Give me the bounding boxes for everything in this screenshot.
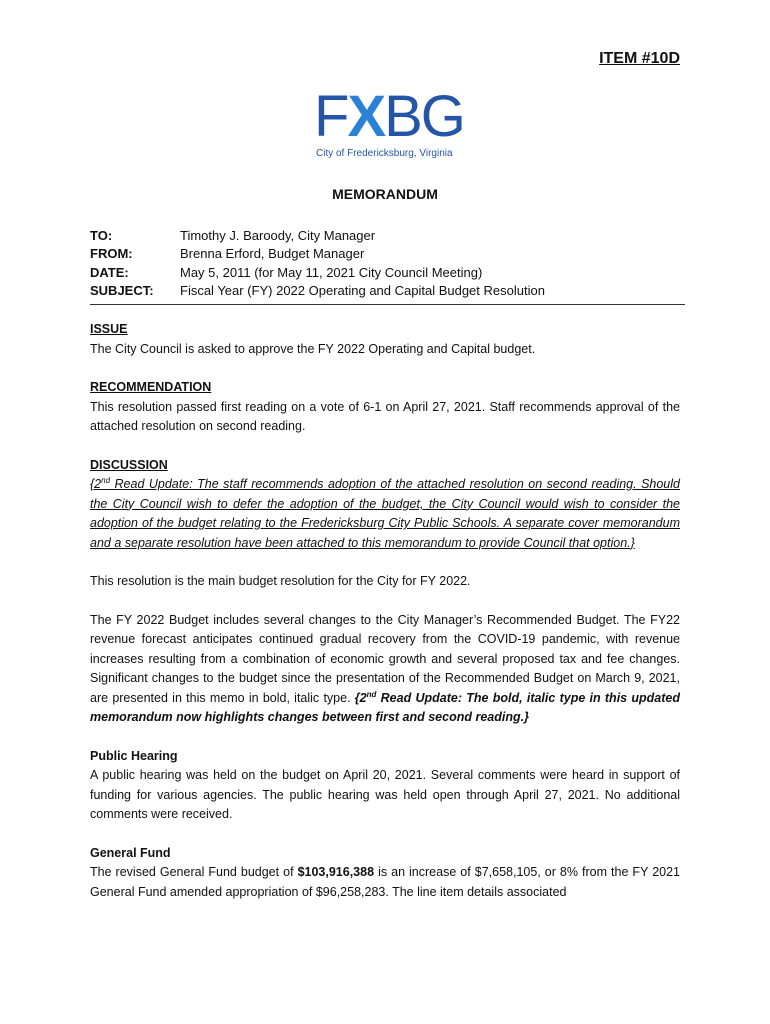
recommendation-text: This resolution passed first reading on a vote of 6-1 on April 27, 2021. Staff recommends approval of the attached resolution on second reading. (90, 399, 680, 433)
header-value: Timothy J. Baroody, City Manager (180, 227, 376, 243)
city-logo (314, 84, 464, 160)
discussion-heading: DISCUSSION (90, 457, 168, 472)
memo-title: MEMORANDUM (332, 186, 438, 202)
update-note-text: Read Update: The staff recommends adoption of the attached resolution on second reading. Should the City Council wish to defer the adoption of the budget, the City Council would wish to consider the adoption of the budget relating to the Fredericksburg City Public Schools. A separate cover memorandum and a separate resolution have been attached to this memorandum to provide Council that option.} (90, 477, 680, 550)
general-fund-amount: $103,916,388 (297, 865, 375, 879)
public-hearing-heading: Public Hearing (90, 748, 178, 763)
issue-text: The City Council is asked to approve the FY 2022 Operating and Capital budget. (90, 341, 536, 356)
public-hearing-text: A public hearing was held on the budget on April 20, 2021. Several comments were heard in support of funding for various agencies. The public hearing was held open through April 27, 2021. No additional comments were received. (90, 768, 680, 821)
update-note-sup: nd (101, 475, 111, 485)
second-read-update-note (90, 475, 680, 553)
general-fund-text (90, 863, 680, 902)
header-label: TO: (90, 227, 113, 243)
header-row-to (90, 226, 685, 245)
para2-update-sup: nd (366, 689, 377, 699)
memo-body (90, 320, 680, 902)
header-row-date (90, 263, 685, 282)
logo-letter-x: X (347, 84, 385, 149)
item-number: ITEM #10D (599, 50, 680, 67)
para2-update-open: {2 (354, 690, 367, 705)
logo-letters-bg: BG (384, 84, 464, 149)
header-row-from (90, 245, 685, 264)
header-value: Brenna Erford, Budget Manager (180, 246, 365, 262)
header-row-subject (90, 282, 685, 301)
para2-text: The FY 2022 Budget includes several changes to the City Manager’s Recommended Budget. The FY22 revenue forecast anticipates continued gradual recovery from the COVID-19 pandemic, with revenue increases resulting from a combination of economic growth and several proposed tax and fee changes. Significant changes to the budget since the presentation of the Recommended Budget on March 9, 2021, are presented in this memo in bold, italic type. (90, 612, 680, 705)
header-label: FROM: (90, 246, 133, 262)
logo-letters (314, 84, 464, 149)
logo-letter-f: F (314, 84, 348, 149)
header-label: DATE: (90, 264, 129, 280)
header-value: May 5, 2011 (for May 11, 2021 City Council Meeting) (180, 264, 483, 280)
logo-caption: City of Fredericksburg, Virginia (316, 148, 453, 159)
discussion-para-1: This resolution is the main budget resolution for the City for FY 2022. (90, 574, 471, 588)
general-fund-text-after: is an increase of $7,658,105, or 8% from the FY 2021 General Fund amended appropriation of $96,258,283. The line item details associated (90, 865, 681, 899)
header-value: Fiscal Year (FY) 2022 Operating and Capital Budget Resolution (180, 283, 545, 299)
update-note-open: {2 (90, 477, 102, 491)
header-label: SUBJECT: (90, 283, 154, 299)
recommendation-heading: RECOMMENDATION (90, 380, 212, 394)
memo-header (90, 226, 685, 305)
para2-update-text: Read Update: The bold, italic type in this updated memorandum now highlights changes between first and second reading.} (90, 690, 680, 724)
general-fund-heading: General Fund (90, 845, 171, 860)
discussion-para-2 (90, 611, 680, 728)
issue-heading: ISSUE (90, 322, 128, 336)
general-fund-text-before: The revised General Fund budget of (90, 865, 298, 879)
